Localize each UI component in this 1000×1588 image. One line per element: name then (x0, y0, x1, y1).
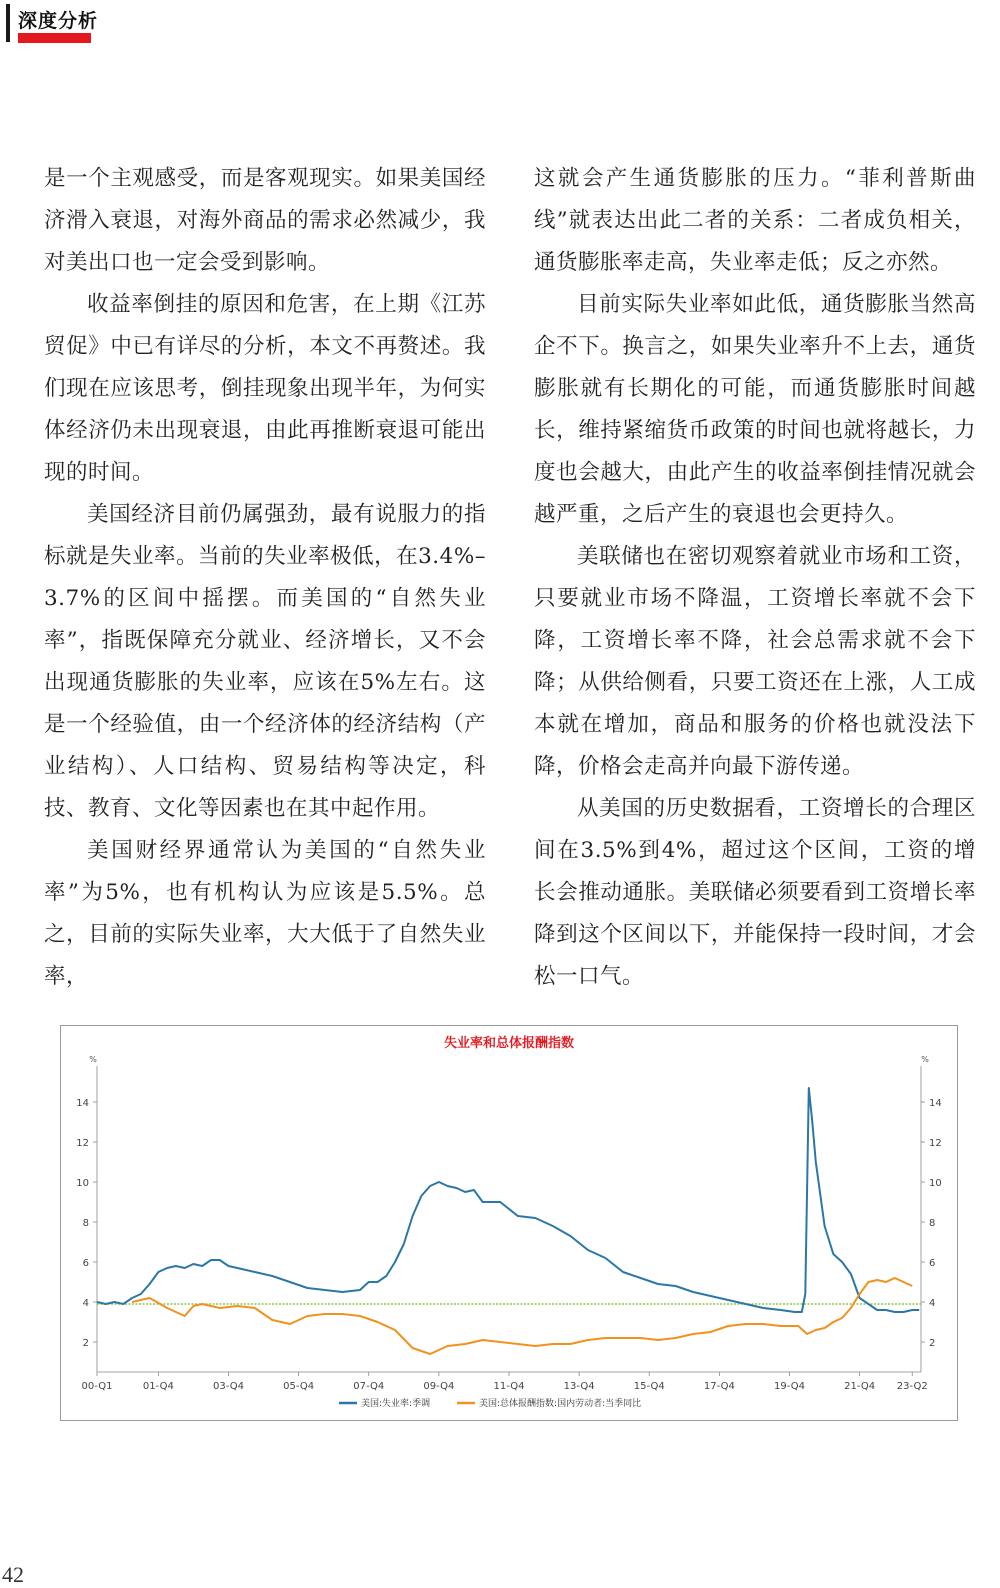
x-tick-label: 11-Q4 (493, 1381, 525, 1392)
section-marker-bar (6, 4, 10, 42)
paragraph: 美联储也在密切观察着就业市场和工资，只要就业市场不降温，工资增长率就不会下降，工资增长率不降，社会总需求就不会下降；从供给侧看，只要工资还在上涨，人工成本就在增加，商品和服务的价格也就没法下降，价格会走高并向最下游传递。 (534, 544, 976, 779)
series-line-1 (132, 1278, 912, 1354)
y-tick-label-right: 6 (929, 1258, 936, 1269)
x-tick-label: 15-Q4 (633, 1381, 665, 1392)
left-axis-unit: % (89, 1055, 97, 1064)
x-tick-label: 01-Q4 (142, 1381, 174, 1392)
right-axis-unit: % (921, 1055, 929, 1064)
y-tick-label-right: 12 (929, 1138, 942, 1149)
x-tick-label: 21-Q4 (844, 1381, 876, 1392)
paragraph: 目前实际失业率如此低，通货膨胀当然高企不下。换言之，如果失业率升不上去，通货膨胀就有长期化的可能，而通货膨胀时间越长，维持紧缩货币政策的时间也就将越长，力度也会越大，由此产生的收益率倒挂情况就会越严重，之后产生的衰退也会更持久。 (534, 292, 976, 527)
article-column-right (534, 158, 976, 998)
y-tick-label-left: 12 (76, 1138, 89, 1149)
section-underline (18, 33, 91, 43)
chart-title: 失业率和总体报酬指数 (443, 1036, 575, 1051)
series-line-0 (97, 1088, 919, 1312)
legend-label: 美国:总体报酬指数:国内劳动者:当季同比 (479, 1399, 642, 1409)
y-tick-label-right: 4 (929, 1298, 936, 1309)
legend-label: 美国:失业率:季调 (361, 1399, 431, 1409)
paragraph: 是一个主观感受，而是客观现实。如果美国经济滑入衰退，对海外商品的需求必然减少，我对美出口也一定会受到影响。 (44, 166, 486, 275)
y-tick-label-left: 4 (82, 1298, 89, 1309)
y-tick-label-right: 2 (929, 1338, 936, 1349)
y-tick-label-left: 10 (76, 1178, 89, 1189)
paragraph: 这就会产生通货膨胀的压力。“菲利普斯曲线”就表达出此二者的关系：二者成负相关，通货膨胀率走高，失业率走低；反之亦然。 (534, 166, 976, 275)
y-tick-label-left: 8 (82, 1218, 89, 1229)
y-tick-label-left: 14 (76, 1098, 89, 1109)
x-tick-label: 00-Q1 (81, 1381, 113, 1392)
x-tick-label: 23-Q2 (896, 1381, 928, 1392)
y-tick-label-right: 10 (929, 1178, 942, 1189)
section-title: 深度分析 (18, 10, 99, 32)
article-column-left (44, 158, 486, 998)
x-tick-label: 19-Q4 (774, 1381, 805, 1392)
y-tick-label-right: 8 (929, 1218, 936, 1229)
x-tick-label: 09-Q4 (423, 1381, 455, 1392)
x-tick-label: 17-Q4 (703, 1381, 735, 1392)
y-tick-label-left: 2 (82, 1338, 89, 1349)
chart-figure (60, 1025, 958, 1421)
page-number: 42 (2, 1562, 24, 1587)
paragraph: 美国经济目前仍属强劲，最有说服力的指标就是失业率。当前的失业率极低，在3.4%–3.7%的区间中摇摆。而美国的“自然失业率”，指既保障充分就业、经济增长，又不会出现通货膨胀的失业率，应该在5%左右。这是一个经验值，由一个经济体的经济结构（产业结构）、人口结构、贸易结构等决定，科技、教育、文化等因素也在其中起作用。 (44, 502, 486, 821)
x-tick-label: 07-Q4 (353, 1381, 385, 1392)
paragraph: 美国财经界通常认为美国的“自然失业率”为5%，也有机构认为应该是5.5%。总之，目前的实际失业率，大大低于了自然失业率， (44, 838, 486, 989)
y-tick-label-left: 6 (82, 1258, 89, 1269)
y-tick-label-right: 14 (929, 1098, 942, 1109)
paragraph: 收益率倒挂的原因和危害，在上期《江苏贸促》中已有详尽的分析，本文不再赘述。我们现在应该思考，倒挂现象出现半年，为何实体经济仍未出现衰退，由此再推断衰退可能出现的时间。 (44, 292, 486, 485)
x-tick-label: 05-Q4 (283, 1381, 315, 1392)
paragraph: 从美国的历史数据看，工资增长的合理区间在3.5%到4%，超过这个区间，工资的增长会推动通胀。美联储必须要看到工资增长率降到这个区间以下，并能保持一段时间，才会松一口气。 (534, 796, 976, 989)
x-tick-label: 03-Q4 (213, 1381, 244, 1392)
unemployment-compensation-chart (61, 1026, 957, 1420)
x-tick-label: 13-Q4 (563, 1381, 595, 1392)
